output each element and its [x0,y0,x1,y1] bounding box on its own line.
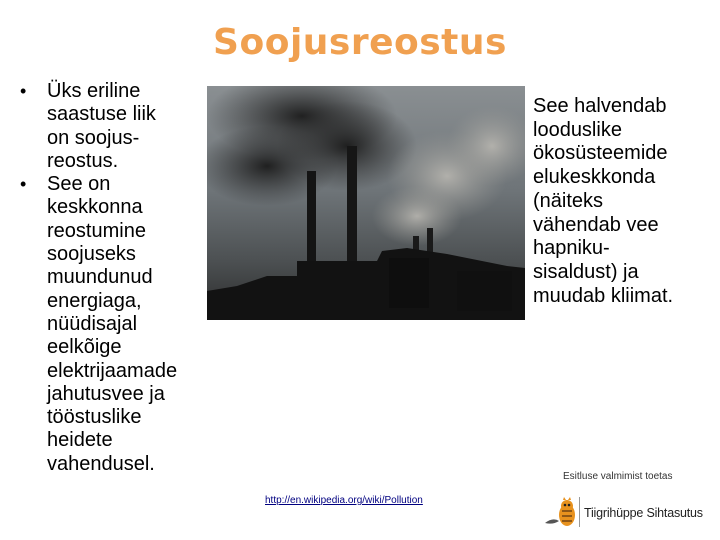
bullet-line: nüüdisajal [47,312,138,335]
slide-title: Soojusreostus [213,22,507,63]
bullet-line: reostus. [47,149,119,172]
bullet-line: heidete [47,429,113,452]
text-line: sisaldust) ja [533,260,639,283]
bullet-line: soojuseks [47,243,136,266]
source-link[interactable]: http://en.wikipedia.org/wiki/Pollution [265,495,423,506]
bullet-line: • Üks eriline [47,80,141,102]
bullet-line: keskkonna [47,196,143,219]
bullet-line: elektrijaamade [47,359,178,382]
bullet-line: energiaga, [47,289,142,312]
bullet-line: eelkõige [47,336,122,359]
text-line: See halvendab [533,95,667,117]
text-line: looduslike [533,118,622,141]
text-line: muudab kliimat. [533,284,674,307]
tiigrihype-logo [543,493,718,533]
bullet-line: tööstuslike [47,406,142,429]
bullet-list [20,80,200,476]
bullet-line: on soojus- [47,126,140,149]
text-line: elukeskkonda [533,166,656,189]
right-text-block [533,95,718,308]
logo-divider [579,497,580,527]
text-line: ökosüsteemide [533,142,668,165]
pollution-photo [207,86,525,320]
bullet-line: • See on [47,173,111,196]
bullet-item [20,80,200,173]
text-line: (näiteks [533,189,604,212]
text-line: hapniku- [533,237,610,260]
tiger-icon [543,493,583,533]
bullet-line: muundunud [47,266,153,289]
bullet-line: vahendusel. [47,452,155,475]
logo-caption: Esitluse valmimist toetas [563,471,673,482]
text-line: vähendab vee [533,213,659,236]
bullet-line: jahutusvee ja [47,382,165,405]
logo-name: Tiigrihüppe Sihtasutus [584,506,703,520]
bullet-line: reostumine [47,219,146,242]
bullet-line: saastuse liik [47,103,156,126]
bullet-item [20,173,200,476]
